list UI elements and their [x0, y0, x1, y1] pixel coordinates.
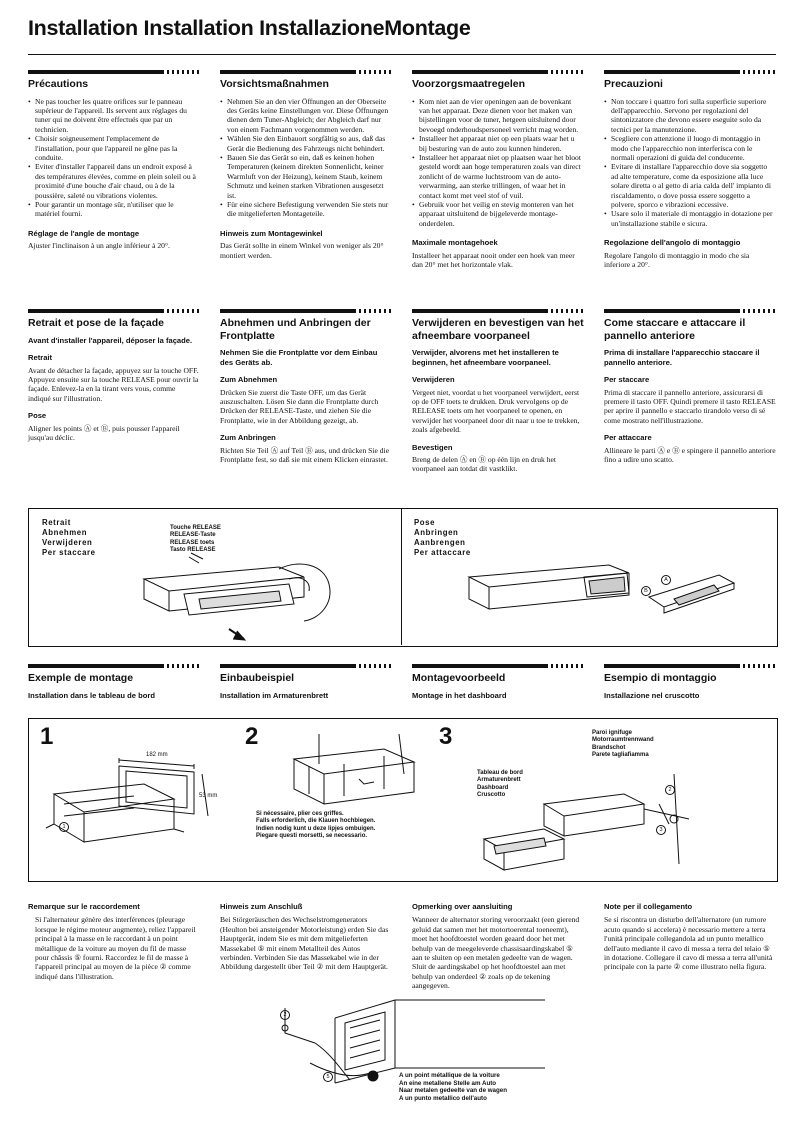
- label: A un point métallique de la voiture: [399, 1072, 500, 1079]
- label: Verwijderen: [42, 538, 93, 547]
- label: RELEASE-Taste: [170, 532, 216, 539]
- fr-note-text: Si l'alternateur génère des interférences (pleurage lorsque le régime moteur augmente), reliez l'appareil principal à la masse en le raccordant à un point métallique de la voiture au moyen du fil de masse pour châssis ⑤ fourni. Raccordez le fil de masse à l'appareil principal au moyen de la pièce ② comme indiqué dans l'illustration.: [35, 915, 196, 981]
- it-front-panel-intro: Prima di installare l'apparecchio staccare il pannello anteriore.: [604, 348, 760, 367]
- it-note-heading: Note per il collegamento: [604, 902, 693, 911]
- section-rule: [28, 664, 200, 669]
- label: Brandschot: [592, 744, 626, 751]
- list-item: • Installeer het apparaat niet op een plaats waar het u bij besturing van de auto zou kunnen hinderen.: [412, 134, 584, 153]
- list-item: • Usare solo il materiale di montaggio in dotazione per un'installazione stabile e sicura.: [604, 209, 776, 228]
- nl-retrait-text: Vergeet niet, voordat u het voorpaneel verwijdert, eerst op de OFF toets te drukken. Druk vervolgens op de RELEASE toets om het voorpaneel te openen, en verwijder het voorpaneel door dit naar u toe te trekken, zoals afgebeeld.: [412, 387, 580, 435]
- de-angle-heading: Hinweis zum Montagewinkel: [220, 228, 323, 238]
- label: Falls erforderlich, die Klauen hochbiegen.: [256, 818, 376, 825]
- de-front-panel-intro: Nehmen Sie die Frontplatte vor dem Einbau des Geräts ab.: [220, 348, 378, 367]
- it-example-heading: Esempio di montaggio: [604, 672, 717, 684]
- label: Si nécessaire, plier ces griffes.: [256, 811, 344, 817]
- list-item: • Non toccare i quattro fori sulla superficie superiore dell'apparecchio. Servono per regolazioni del sintonizzatore che devono essere eseguite solo da tecnici per la manutenzione.: [604, 97, 776, 135]
- page-title: Installation Installation InstallazioneMontage: [28, 16, 471, 40]
- label: Retrait: [42, 518, 71, 527]
- nl-angle-heading: Maximale montagehoek: [412, 238, 498, 248]
- section-rule: [604, 664, 776, 669]
- remove-labels: [42, 518, 96, 558]
- fr-front-panel-heading: Retrait et pose de la façade: [28, 317, 164, 329]
- fr-note-heading: Remarque sur le raccordement: [28, 902, 140, 911]
- nl-note-text: Wanneer de alternator storing veroorzaakt (een gierend geluid dat samen met het motortoerental toeneemt), moet het hoofdtoestel worden geaard door het met behulp van de meegeleverde chassisaardingskabel ⑤ aan te sluiten op een metalen gedeelte van de wagen. Sluit de aardingskabel op het hoofdtoestel aan met behulp van onderdeel ② zoals op de tekening aangegeven.: [412, 915, 580, 991]
- nl-example-heading: Montagevoorbeeld: [412, 672, 506, 684]
- it-example-sub: Installazione nel cruscotto: [604, 690, 700, 700]
- de-pose-text: Richten Sie Teil Ⓐ auf Teil Ⓑ aus, und drücken Sie die Frontplatte fest, so daß sie mit einem Klicken einrastet.: [220, 445, 390, 465]
- section-rule: [220, 664, 392, 669]
- de-example-heading: Einbaubeispiel: [220, 672, 295, 684]
- it-precautions-list: [604, 97, 776, 229]
- it-pose-heading: Per attaccare: [604, 433, 652, 443]
- de-note-heading: Hinweis zum Anschluß: [220, 902, 303, 911]
- fr-retrait-text: Avant de détacher la façade, appuyez sur la touche OFF. Appuyez ensuite sur la touche RELEASE pour ouvrir la façade. Enlevez-la en la tirant vers vous, comme indiqué sur l'illustration.: [28, 365, 199, 403]
- nl-note-heading: Opmerking over aansluiting: [412, 902, 513, 911]
- it-precautions: [604, 70, 776, 270]
- section-rule: [28, 70, 200, 75]
- de-note: [220, 902, 392, 972]
- list-item: • Gebruik voor het veilig en stevig monteren van het apparaat uitsluitend de bijgeleverde montage-onderdelen.: [412, 200, 584, 228]
- it-retrait-text: Prima di staccare il pannello anteriore, assicurarsi di premere il tasto OFF. Quindi premere il tasto RELEASE per aprire il pannello e staccarlo tirandolo verso di sé come mostrato nell'illustrazione.: [604, 387, 776, 425]
- fr-example-sub: Installation dans le tableau de bord: [28, 690, 156, 700]
- de-front-panel: [220, 309, 392, 464]
- part-3-marker: 3: [656, 825, 666, 835]
- label: Pose: [414, 518, 436, 527]
- section-rule: [412, 664, 584, 669]
- step-1-illustration: [34, 744, 234, 864]
- front-panel-figure: [28, 508, 778, 647]
- it-retrait-heading: Per staccare: [604, 375, 650, 384]
- it-front-panel-heading: Come staccare e attaccare il pannello anteriore: [604, 317, 746, 342]
- fr-pose-text: Aligner les points Ⓐ et Ⓑ, puis pousser l'appareil jusqu'au déclic.: [28, 423, 180, 443]
- title-rule: [28, 54, 776, 55]
- de-retrait-heading: Zum Abnehmen: [220, 375, 278, 384]
- de-pose-heading: Zum Anbringen: [220, 433, 276, 443]
- fr-retrait-heading: Retrait: [28, 353, 53, 362]
- label: Parete tagliafiamma: [592, 752, 649, 759]
- mark-b: B: [641, 586, 651, 596]
- nl-retrait-heading: Verwijderen: [412, 375, 455, 384]
- de-angle-text: Das Gerät sollte in einem Winkel von weniger als 20° montiert werden.: [220, 241, 384, 260]
- part-2-marker: 2: [280, 1010, 290, 1020]
- label: Aanbrengen: [414, 538, 466, 547]
- label: Cruscotto: [477, 792, 506, 799]
- fr-front-panel-intro: Avant d'installer l'appareil, déposer la façade.: [28, 335, 193, 345]
- list-item: • Choisir soigneusement l'emplacement de l'installation, pour que l'appareil ne gêne pas la conduite.: [28, 134, 200, 162]
- nl-front-panel-heading: Verwijderen en bevestigen van het afneembare voorpaneel: [412, 317, 584, 342]
- remove-illustration: [129, 549, 339, 644]
- nl-front-panel: [412, 309, 584, 474]
- fr-angle-text: Ajuster l'inclinaison à un angle inférieur à 20°.: [28, 241, 170, 251]
- label: Dashboard: [477, 784, 509, 791]
- label: Abnehmen: [42, 528, 88, 537]
- list-item: • Ne pas toucher les quatre orifices sur le panneau supérieur de l'appareil. Ils servent aux réglages du tuner qui ne doivent être effectués que par un technicien.: [28, 97, 200, 135]
- ground-point-labels: [399, 1072, 507, 1102]
- nl-precautions-heading: Voorzorgsmaatregelen: [412, 78, 526, 90]
- fr-pose-heading: Pose: [28, 411, 47, 421]
- de-precautions: [220, 70, 392, 260]
- section-rule: [412, 70, 584, 75]
- section-rule: [220, 70, 392, 75]
- fr-angle-heading: Réglage de l'angle de montage: [28, 228, 140, 238]
- label: Naar metalen gedeelte van de wagen: [399, 1087, 507, 1095]
- fr-precautions: [28, 70, 200, 251]
- label: An eine metallene Stelle am Auto: [399, 1079, 497, 1087]
- firewall-labels: [592, 730, 654, 760]
- attach-illustration: [449, 547, 749, 642]
- list-item: • Für eine sichere Befestigung verwenden Sie stets nur die mitgelieferten Montageteile.: [220, 200, 392, 219]
- fr-example: [28, 664, 200, 703]
- list-item: • Eviter d'installer l'appareil dans un endroit exposé à des températures élevées, comme en plein soleil ou à proximité d'une bouche d'air chaud, ou à de la poussière, saleté ou vibrations violentes.: [28, 162, 200, 200]
- part-2-marker: 2: [665, 785, 675, 795]
- nl-pose-text: Breng de delen Ⓐ en Ⓑ op één lijn en druk het voorpaneel aan totdat dit vastklikt.: [412, 455, 557, 474]
- section-rule: [412, 309, 584, 314]
- de-note-text: Bei Störgeräuschen des Wechselstromgenerators (Heulton bei ansteigender Motorleistung) erden Sie das Hauptgerät, indem Sie es mit dem mitgelieferten Massekabel ⑤ mit einem Metallteil des Autos verbinden. Verbinden Sie das Massekabel wie in der Abbildung dargestellt über Teil ② mit dem Hauptgerät.: [220, 915, 389, 972]
- label: Paroi ignifuge: [592, 730, 633, 736]
- part-1-marker: 1: [59, 822, 69, 832]
- it-pose-text: Allineare le parti Ⓐ e Ⓑ e spingere il pannello anteriore fino a udire uno scatto.: [604, 445, 776, 465]
- section-rule: [28, 309, 200, 314]
- label: RELEASE toets: [170, 539, 215, 546]
- label: Tasto RELEASE: [170, 547, 216, 554]
- label: Touche RELEASE: [170, 525, 221, 531]
- step-1-number: 1: [40, 723, 54, 750]
- label: Per staccare: [42, 548, 96, 557]
- label: Armaturenbrett: [477, 777, 521, 784]
- it-front-panel: [604, 309, 776, 464]
- label: Per attaccare: [414, 548, 471, 557]
- list-item: • Evitare di installare l'apparecchio dove sia soggetto ad alte temperature, come da esposizione alla luce solare diretta o al getto di aria calda dell' impianto di riscaldamento, o dove possa essere soggetto a polvere, sporco e vibrazioni eccessive.: [604, 162, 776, 209]
- figure-divider: [401, 509, 402, 645]
- nl-precautions-list: [412, 97, 584, 229]
- it-angle-text: Regolare l'angolo di montaggio in modo che sia inferiore a 20°.: [604, 250, 750, 270]
- section-rule: [604, 70, 776, 75]
- label: Motorraumtrennwand: [592, 737, 654, 744]
- list-item: • Pour garantir un montage sûr, n'utiliser que le matériel fourni.: [28, 200, 200, 219]
- step-3-number: 3: [439, 723, 453, 750]
- it-note-text: Se si riscontra un disturbo dell'alternatore (un rumore acuto quando si accelera) è necessario mettere a terra l'unità principale collegandola ad un punto metallico dell'auto mediante il cavo di messa a terra del telaio ⑤ in dotazione. Collegare il cavo di messa a terra all'unità principale con la parte ② come illustrato nella figura.: [604, 915, 773, 972]
- label: Anbringen: [414, 528, 459, 537]
- step-3-illustration: [474, 764, 704, 874]
- section-rule: [604, 309, 776, 314]
- fr-precautions-list: [28, 97, 200, 219]
- it-note: [604, 902, 776, 972]
- label: Tableau de bord: [477, 770, 523, 776]
- nl-angle-text: Installeer het apparaat nooit onder een hoek van meer dan 20° met het horizontale vlak.: [412, 250, 575, 270]
- de-retrait-text: Drücken Sie zuerst die Taste OFF, um das Gerät auszuschalten. Lösen Sie dann die Frontplatte durch Drücken der RELEASE-Taste, und ziehen Sie die Frontplatte, wie in der Abbildung gezeigt, ab.: [220, 387, 379, 425]
- label: Indien nodig kunt u deze lipjes ombuigen.: [256, 825, 376, 832]
- nl-pose-heading: Bevestigen: [412, 442, 453, 452]
- label: A un punto metallico dell'auto: [399, 1094, 487, 1102]
- de-example-sub: Installation im Armaturenbrett: [220, 690, 329, 700]
- nl-precautions: [412, 70, 584, 270]
- nl-note: [412, 902, 584, 991]
- fr-example-heading: Exemple de montage: [28, 672, 134, 684]
- nl-front-panel-intro: Verwijder, alvorens met het installeren te beginnen, het afneembare voorpaneel.: [412, 348, 559, 367]
- mounting-figure: [28, 718, 778, 882]
- de-front-panel-heading: Abnehmen und Anbringen der Frontplatte: [220, 317, 371, 342]
- step-2-number: 2: [245, 723, 259, 750]
- it-example: [604, 664, 776, 703]
- height-dimension: 53 mm: [199, 793, 218, 799]
- de-precautions-heading: Vorsichtsmaßnahmen: [220, 78, 329, 90]
- list-item: • Installeer het apparaat niet op plaatsen waar het bloot gesteld wordt aan hoge temperaturen zoals van direct zonlicht of de warme luchtstroom van de auto-verwarming, aan sterke trillingen, of waar het in contact komt met veel stof of vuil.: [412, 153, 584, 200]
- it-angle-heading: Regolazione dell'angolo di montaggio: [604, 238, 741, 248]
- list-item: • Scegliere con attenzione il luogo di montaggio in modo che l'apparecchio non interferisca con le normali operazioni di guida del conducente.: [604, 134, 776, 162]
- part-5-marker: 5: [323, 1072, 333, 1082]
- bend-claws-note: [256, 811, 375, 841]
- nl-example-sub: Montage in het dashboard: [412, 690, 507, 700]
- list-item: • Bauen Sie das Gerät so ein, daß es keinen hohen Temperaturen (keinem direkten Sonnenlicht, keiner Warmluft von der Heizung), keinem Staub, keinem Schmutz und keinen starken Vibrationen ausgesetzt ist.: [220, 153, 392, 200]
- list-item: • Nehmen Sie an den vier Öffnungen an der Oberseite des Geräts keine Einstellungen vor. Diese Öffnungen dienen dem Tuner-Abgleich; der Abgleich darf nur von einem Fachmann vorgenommen werden.: [220, 97, 392, 135]
- de-precautions-list: [220, 97, 392, 219]
- section-rule: [220, 309, 392, 314]
- mark-a: A: [661, 575, 671, 585]
- nl-example: [412, 664, 584, 703]
- fr-precautions-heading: Précautions: [28, 78, 89, 90]
- list-item: • Kom niet aan de vier openingen aan de bovenkant van het apparaat. Deze dienen voor het maken van bijstellingen voor de tuner, hetgeen uitsluitend door bevoegd onderhoudspersoneel verricht mag worden.: [412, 97, 584, 135]
- it-precautions-heading: Precauzioni: [604, 78, 663, 90]
- label: Piegare questi morsetti, se necessario.: [256, 833, 368, 840]
- width-dimension: 182 mm: [146, 752, 168, 758]
- fr-front-panel: [28, 309, 200, 442]
- list-item: • Wählen Sie den Einbauort sorgfältig so aus, daß das Gerät die Bedienung des Fahrzeugs nicht behindert.: [220, 134, 392, 153]
- fr-note: [28, 902, 198, 981]
- de-example: [220, 664, 392, 703]
